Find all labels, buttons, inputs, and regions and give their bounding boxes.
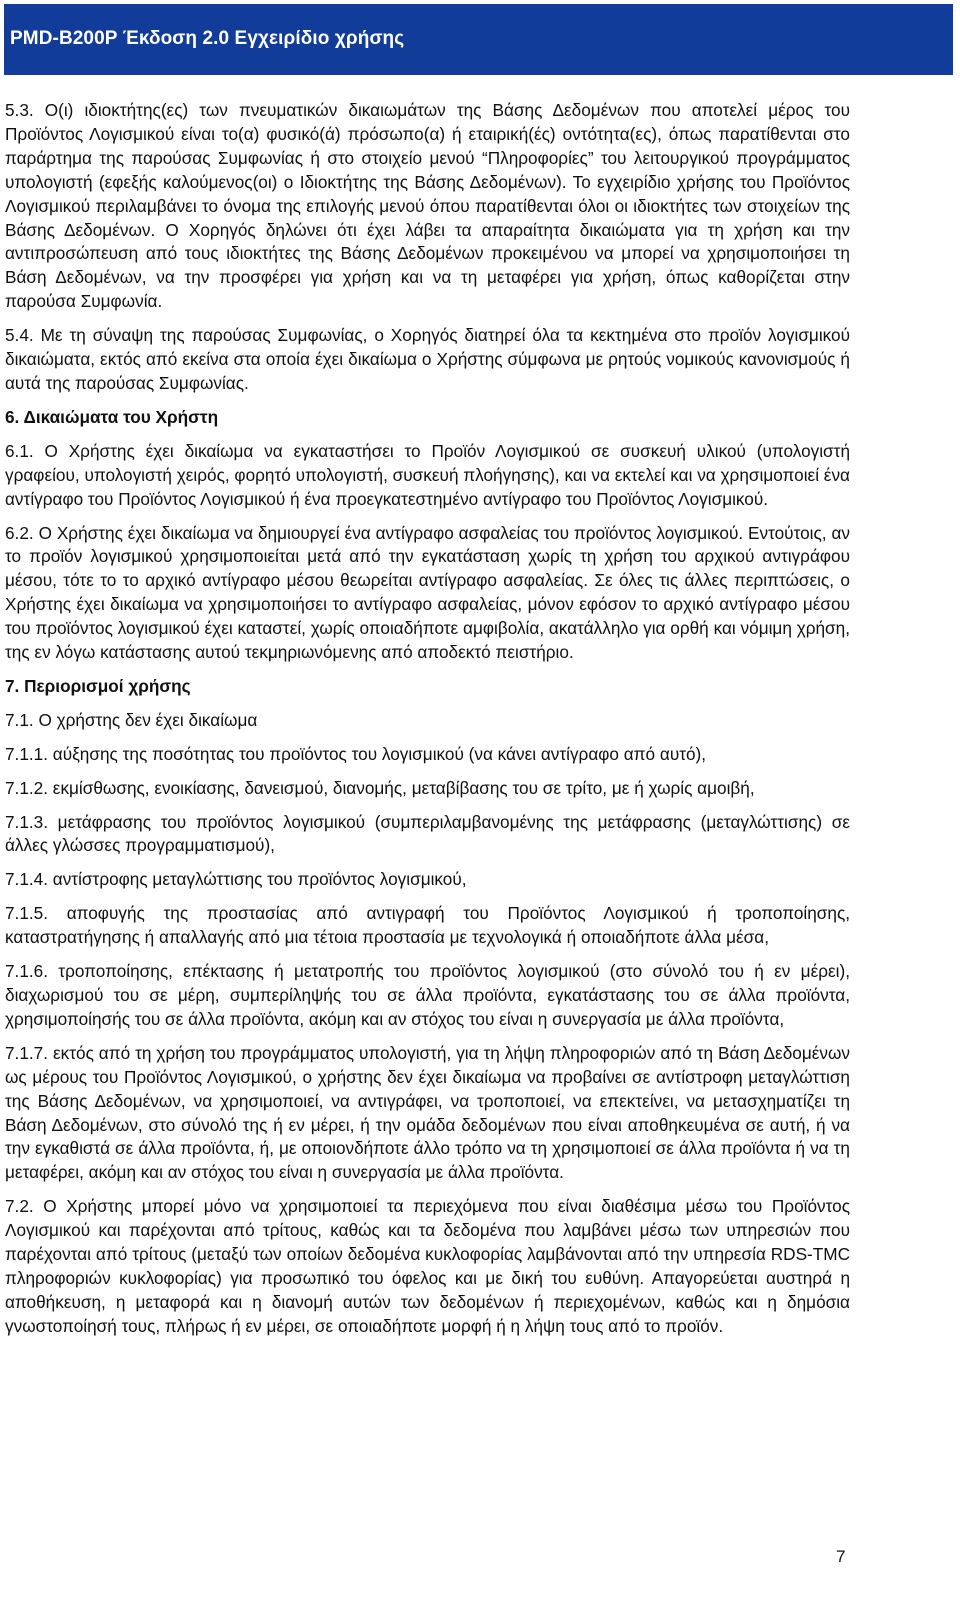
clause-6-1: 6.1. Ο Χρήστης έχει δικαίωμα να εγκαταστήσει το Προϊόν Λογισμικού σε συσκευή υλικού (υπολογιστή γραφείου, υπολογιστή χειρός, φορητό υπολογιστή, συσκευή πλοήγησης), και να εκτελεί και να χρησιμοποιεί ένα αντίγραφο του Προϊόντος Λογισμικού ή ένα προεγκατεστημένο αντίγραφο του Προϊόντος Λογισμικού.	[5, 440, 850, 509]
clause-7-1-3: 7.1.3. μετάφρασης του προϊόντος λογισμικού (συμπεριλαμβανομένης της μετάφρασης (μεταγλώττισης) σε άλλες γλώσσες προγραμματισμού),	[5, 811, 850, 856]
document-body	[5, 99, 850, 1349]
clause-7-2: 7.2. Ο Χρήστης μπορεί μόνο να χρησιμοποιεί τα περιεχόμενα που είναι διαθέσιμα μέσω του Προϊόντος Λογισμικού και παρέχονται από τρίτους, καθώς και τα δεδομένα που λαμβάνει μέσω των υπηρεσιών που παρέχονται από τρίτους (μεταξύ των οποίων δεδομένα κυκλοφορίας λαμβάνονται από την υπηρεσία RDS-TMC πληροφοριών κυκλοφορίας) για προσωπικό του όφελος και με δική του ευθύνη. Απαγορεύεται αυστηρά η αποθήκευση, η μεταφορά και η διανομή αυτών των δεδομένων ή περιεχομένων, καθώς και η δημόσια γνωστοποίησή τους, πλήρως ή εν μέρει, σε οποιαδήποτε μορφή ή η λήψη τους από το προϊόν.	[5, 1196, 850, 1336]
clause-5-4: 5.4. Με τη σύναψη της παρούσας Συμφωνίας, ο Χορηγός διατηρεί όλα τα κεκτημένα στο προϊόν λογισμικού δικαιώματα, εκτός από εκείνα στα οποία έχει δικαίωμα ο Χρήστης σύμφωνα με ρητούς νομικούς κανονισμούς ή αυτά της παρούσας Συμφωνίας.	[5, 325, 850, 393]
section-7-heading: 7. Περιορισμοί χρήσης	[5, 675, 191, 696]
section-6-heading: 6. Δικαιώματα του Χρήστη	[5, 406, 219, 427]
clause-7-1-5: 7.1.5. αποφυγής της προστασίας από αντιγραφή του Προϊόντος Λογισμικού ή τροποποίησης, καταστρατήγησης ή απαλλαγής από μια τέτοια προστασία με τεχνολογικά ή οποιαδήποτε άλλα μέσα,	[5, 903, 850, 948]
page-number: 7	[836, 1547, 846, 1566]
clause-7-1-1: 7.1.1. αύξησης της ποσότητας του προϊόντος του λογισμικού (να κάνει αντίγραφο από αυτό),	[5, 743, 707, 764]
clause-7-1: 7.1. Ο χρήστης δεν έχει δικαίωμα	[5, 709, 258, 730]
document-title: PMD-B200P Έκδοση 2.0 Εγχειρίδιο χρήσης	[10, 28, 405, 49]
clause-5-3: 5.3. Ο(ι) ιδιοκτήτης(ες) των πνευματικών δικαιωμάτων της Βάσης Δεδομένων που αποτελεί μέρος του Προϊόντος Λογισμικού είναι το(α) φυσικό(ά) πρόσωπο(α) ή εταιρική(ές) οντότητα(ες), όπως παρατίθενται στο παράρτημα της παρούσας Συμφωνίας ή στο στοιχείο μενού “Πληροφορίες” του λειτουργικού προγράμματος υπολογιστή (εφεξής καλούμενος(οι) ο Ιδιοκτήτης της Βάσης Δεδομένων). Το εγχειρίδιο χρήσης του Προϊόντος Λογισμικού περιλαμβάνει το όνομα της επιλογής μενού όπου παρατίθενται όλοι οι ιδιοκτήτες των στοιχείων της Βάσης Δεδομένων. Ο Χορηγός δηλώνει ότι έχει λάβει τα απαραίτητα δικαιώματα για τη χρήση και την αντιπροσώπευση από τους ιδιοκτήτες της Βάσης Δεδομένων προκειμένου να μπορεί να χρησιμοποιήσει τη Βάση Δεδομένων, να την προσφέρει για χρήση και να τη μεταφέρει για χρήση, όπως καθορίζεται στην παρούσα Συμφωνία.	[5, 100, 850, 312]
clause-7-1-6: 7.1.6. τροποποίησης, επέκτασης ή μετατροπής του προϊόντος λογισμικού (στο σύνολό του ή εν μέρει), διαχωρισμού του σε μέρη, συμπερίληψής του σε άλλα προϊόντα, εγκατάστασης του σε άλλα προϊόντα, χρησιμοποίησής του σε άλλα προϊόντα, ακόμη και αν στόχος του είναι η συνεργασία με άλλα προϊόντα,	[5, 961, 850, 1029]
clause-6-2: 6.2. Ο Χρήστης έχει δικαίωμα να δημιουργεί ένα αντίγραφο ασφαλείας του προϊόντος λογισμικού. Εντούτοις, αν το προϊόν λογισμικού χρησιμοποιείται μετά από την εγκατάσταση χωρίς τη χρήση του αρχικού αντιγράφου μέσου, τότε το το αρχικό αντίγραφο μέσου θεωρείται αντίγραφο ασφαλείας. Σε όλες τις άλλες περιπτώσεις, ο Χρήστης έχει δικαίωμα να χρησιμοποιήσει το αντίγραφο ασφαλείας, μόνον εφόσον το αρχικό αντίγραφο μέσου του προϊόντος λογισμικού έχει καταστεί, χωρίς οποιαδήποτε αμφιβολία, ακατάλληλο για ορθή και νόμιμη χρήση, της εν λόγω κατάστασης αυτού τεκμηριωνόμενης από αποδεκτό πειστήριο.	[5, 522, 850, 663]
clause-7-1-2: 7.1.2. εκμίσθωσης, ενοικίασης, δανεισμού, διανομής, μεταβίβασης του σε τρίτο, με ή χωρίς αμοιβή,	[5, 777, 755, 798]
clause-7-1-4: 7.1.4. αντίστροφης μεταγλώττισης του προϊόντος λογισμικού,	[5, 869, 467, 890]
clause-7-1-7: 7.1.7. εκτός από τη χρήση του προγράμματος υπολογιστή, για τη λήψη πληροφοριών από τη Βάση Δεδομένων ως μέρους του Προϊόντος Λογισμικού, ο χρήστης δεν έχει δικαίωμα να προβαίνει σε αντίστροφη μεταγλώττιση της Βάσης Δεδομένων, να χρησιμοποιεί, να αντιγράφει, να τροποποιεί, να επεκτείνει, να μετασχηματίζει τη Βάση Δεδομένων, στο σύνολό της ή εν μέρει, ή την ομάδα δεδομένων που είναι αποθηκευμένα σε αυτή, ή να την εγκαθιστά σε άλλα προϊόντα, ή, με οποιονδήποτε άλλο τρόπο να τη χρησιμοποιεί σε άλλα προϊόντα ή να τη μεταφέρει, ακόμη και αν στόχος του είναι η συνεργασία με άλλα προϊόντα.	[5, 1042, 850, 1183]
page-header	[4, 4, 953, 75]
